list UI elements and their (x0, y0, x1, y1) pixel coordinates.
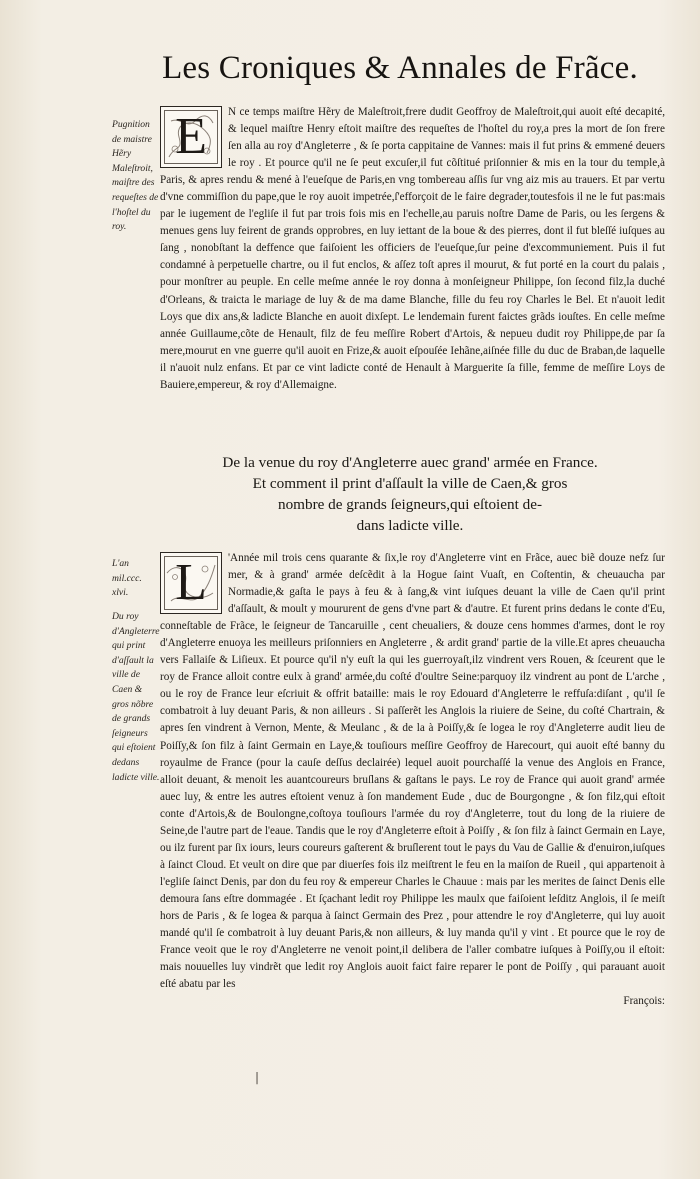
decorated-initial-e: E (160, 106, 222, 168)
running-title: Les Croniques & Annales de Frãce. (162, 50, 638, 86)
decorated-initial-l: L (160, 552, 222, 614)
margin-note-caen: Du roy d'Angleterre qui print d'aſſault la ville de Caen & gros nõbre de grands ſeigneurs qui eſtoient dedans ladicte ville. (112, 611, 160, 783)
chapter-heading-line: Et comment il print d'aſſault la ville de Caen,& gros (252, 475, 568, 492)
chapter-heading (185, 452, 635, 536)
paragraph-caen (160, 550, 665, 1010)
paragraph-caen-text: 'Année mil trois cens quarante & ſix,le roy d'Angleterre vint en Frãce, auec biẽ douze nefz ſur mer, & à grand' armée deſcẽdit à la Hogue ſaint Vuaſt, en Coſtentin, & cheuaucha par Normadie,& gaſta le pays à feu & à ſang,& vint iuſques deuant la ville de Caen qu'il print d'aſſault, & moult y moururent de gens d'vne part & d'autre. Et furent prins dedans le conte d'Eu, conneſtable de Frãce, le ſeigneur de Tancaruille , cent cheualiers, & douze cens hommes d'armes, dont le roy d'Angleterre enuoya les meilleurs priſonniers en Angleterre , & ardit grand' partie de la ville.Et apres cheuaucha vers Fallaiſe & Liſieux. Et pource qu'il n'y euſt la qui les guerroyaſt,ilz vindrent vers Rouen, & ſceurent que le roy de France alloit contre eulx à grand' armée,du coſté d'oultre Seine:parquoy ilz vindrent au pont de L'arche , ou le roy de France leur eſcriuit & offrit bataille: mais le roy Edouard d'Angleterre le reffuſa:diſant , qu'il ſe combatroit à luy deuant Paris, & non ailleurs . Si paſſerẽt les Anglois la riuiere de Seine, du coſté Chartrain, & apres ſen vindrent à Vernon, Mente, & Meulanc , & de la à Poiſſy,& ſe logea le roy d'Angleterre audit lieu de Poiſſy,& ſon filz à ſaint Germain en Laye,& touſiours meſſire Geoffroy de Harecourt, qui auoit eſté banny du royaulme de France (pour la cauſe deſſus declairée) lequel auoit pourchaſſé la venue des Anglois en France, alloit deuant, & menoit les auantcoureurs bruſlans & gaſtans le pays. Le roy de France qui auoit grand' armée auec luy, & entre les autres eſtoient venuz à ſon mandement Eude , duc de Bourgongne , & ſon filz,qui eſtoit conte d'Artois,& de Boulongne,coſtoya touſiours l'armée du roy d'Angleterre, tout du long de la riuiere de Seine,de l'autre part de l'eaue. Tandis que le roy d'Angleterre eſtoit à Poiſſy , & ſon filz à ſainct Germain en Laye, ou ilz furent par ſix iours, leurs coureurs gaſterent & bruſlerent tout le pays du Vau de Gallie & d'enuiron,iuſques à ſainct Cloud. Et veult on dire que par diuerſes fois ilz meiſtrent le feu en la maiſon de Rueil , qui appartenoit à l'egliſe ſainct Denis, par don du feu roy & empereur Charles le Chauue : mais par les merites de ſainct Denis elle demoura ſans eſtre dommagée . Et ſçachant ledit roy Philippe les maulx que faiſoient leſditz Anglois, il ſe meiſt hors de Paris , & ſe logea & parqua à ſainct Germain des Prez , pour attendre le roy d'Angleterre, qui luy auoit mandé qu'il ſe combatroit à luy deuant Paris,& non ailleurs, & luy manda qu'il y vint . Et pource que le roy de France veoit que le roy d'Angleterre ne venoit point,il delibera de l'aller combatre iuſques à Poiſſy,ou il eſtoit: mais nouuelles luy vindrẽt que ledit roy Anglois auoit faict faire reparer le pont de Poiſſy , qui parauant auoit eſté abatu par les François: (160, 550, 665, 993)
margin-note-year: L'an mil.ccc. xlvi. (112, 558, 142, 599)
chapter-heading-line: nombre de grands ſeigneurs,qui eſtoient de- (277, 496, 543, 513)
stray-mark: | (255, 1070, 260, 1084)
chapter-heading-line: dans ladicte ville. (356, 517, 464, 534)
chapter-heading-line: De la venue du roy d'Angleterre auec grand' armée en France. (222, 454, 598, 471)
paragraph-malestroit-text: N ce temps maiſtre Hẽry de Maleſtroit,frere dudit Geoffroy de Maleſtroit,qui auoit eſté decapité, & lequel maiſtre Henry eſtoit maiſtre des requeſtes de l'hoſtel du roy,a pres la mort de ſon frere ſen alla au roy d'Angleterre , & ſe porta cappitaine de Vannes: mais il fut prins & emmené deuers le roy . Et pource qu'il ne ſe peut excuſer,il fut cõſtitué priſonnier & mis en la tour du temple,à Paris, & apres rendu & mené à l'eueſque de Paris,en vng tombereau aſſis ſur vng aiz mis au trauers. Et par vertu d'vne commiſſion du pape,que le roy auoit impetrée,ſ'efforçoit de le faire degrader,toutesfois il ne le fut pas:mais par le iugement de l'egliſe il fut par trois fois mis en l'echelle,au paruis noſtre Dame de Paris, ou les ſergens & menues gens luy feirent de grands opprobres, en luy iettant de la boue & des pierres, dont il fut bleſſé iuſques au ſang , nonobſtant la deffence que faiſoient les officiers de l'eueſque,ſur peine d'excommuniement. Puis il fut condamné à perpetuelle chartre, ou il fut enclos, & aſſez toſt apres il mourut, & fut porté en la court du palais , pour monſtrer au peuple. En celle meſme année le roy donna à monſeigneur Philippe, ſon ſecond filz,la duché d'Orleans, & traicta le mariage de luy & de ma dame Blanche, fille du feu roy Charles le Bel. Et n'auoit ledit Loys que dix ans,& ladicte Blanche en auoit dixſept. Le lendemain furent faictes grãds iouſtes. En celle meſme année Guillaume,cõte de Henault, filz de feu meſſire Robert d'Artois, & nepueu dudit roy Philippe,de par ſa mere,mourut en vne guerre qu'il auoit en Frize,& auoit eſpouſée Iehãne,aiſnée fille du duc de Braban,de laquelle il n'auoit nulz enfans. Et par ce vint ladicte conté de Henault à Marguerite ſa fille, femme de meſſire Loys de Bauiere,empereur, & roy d'Allemaigne. (160, 106, 665, 391)
paragraph-malestroit (160, 104, 665, 394)
margin-note-malestroit: Pugnition de maistre Hẽry Maleſtroit, maiſtre des requeſtes de l'hoſtel du roy. (112, 119, 159, 233)
catchword: François: (623, 995, 665, 1008)
